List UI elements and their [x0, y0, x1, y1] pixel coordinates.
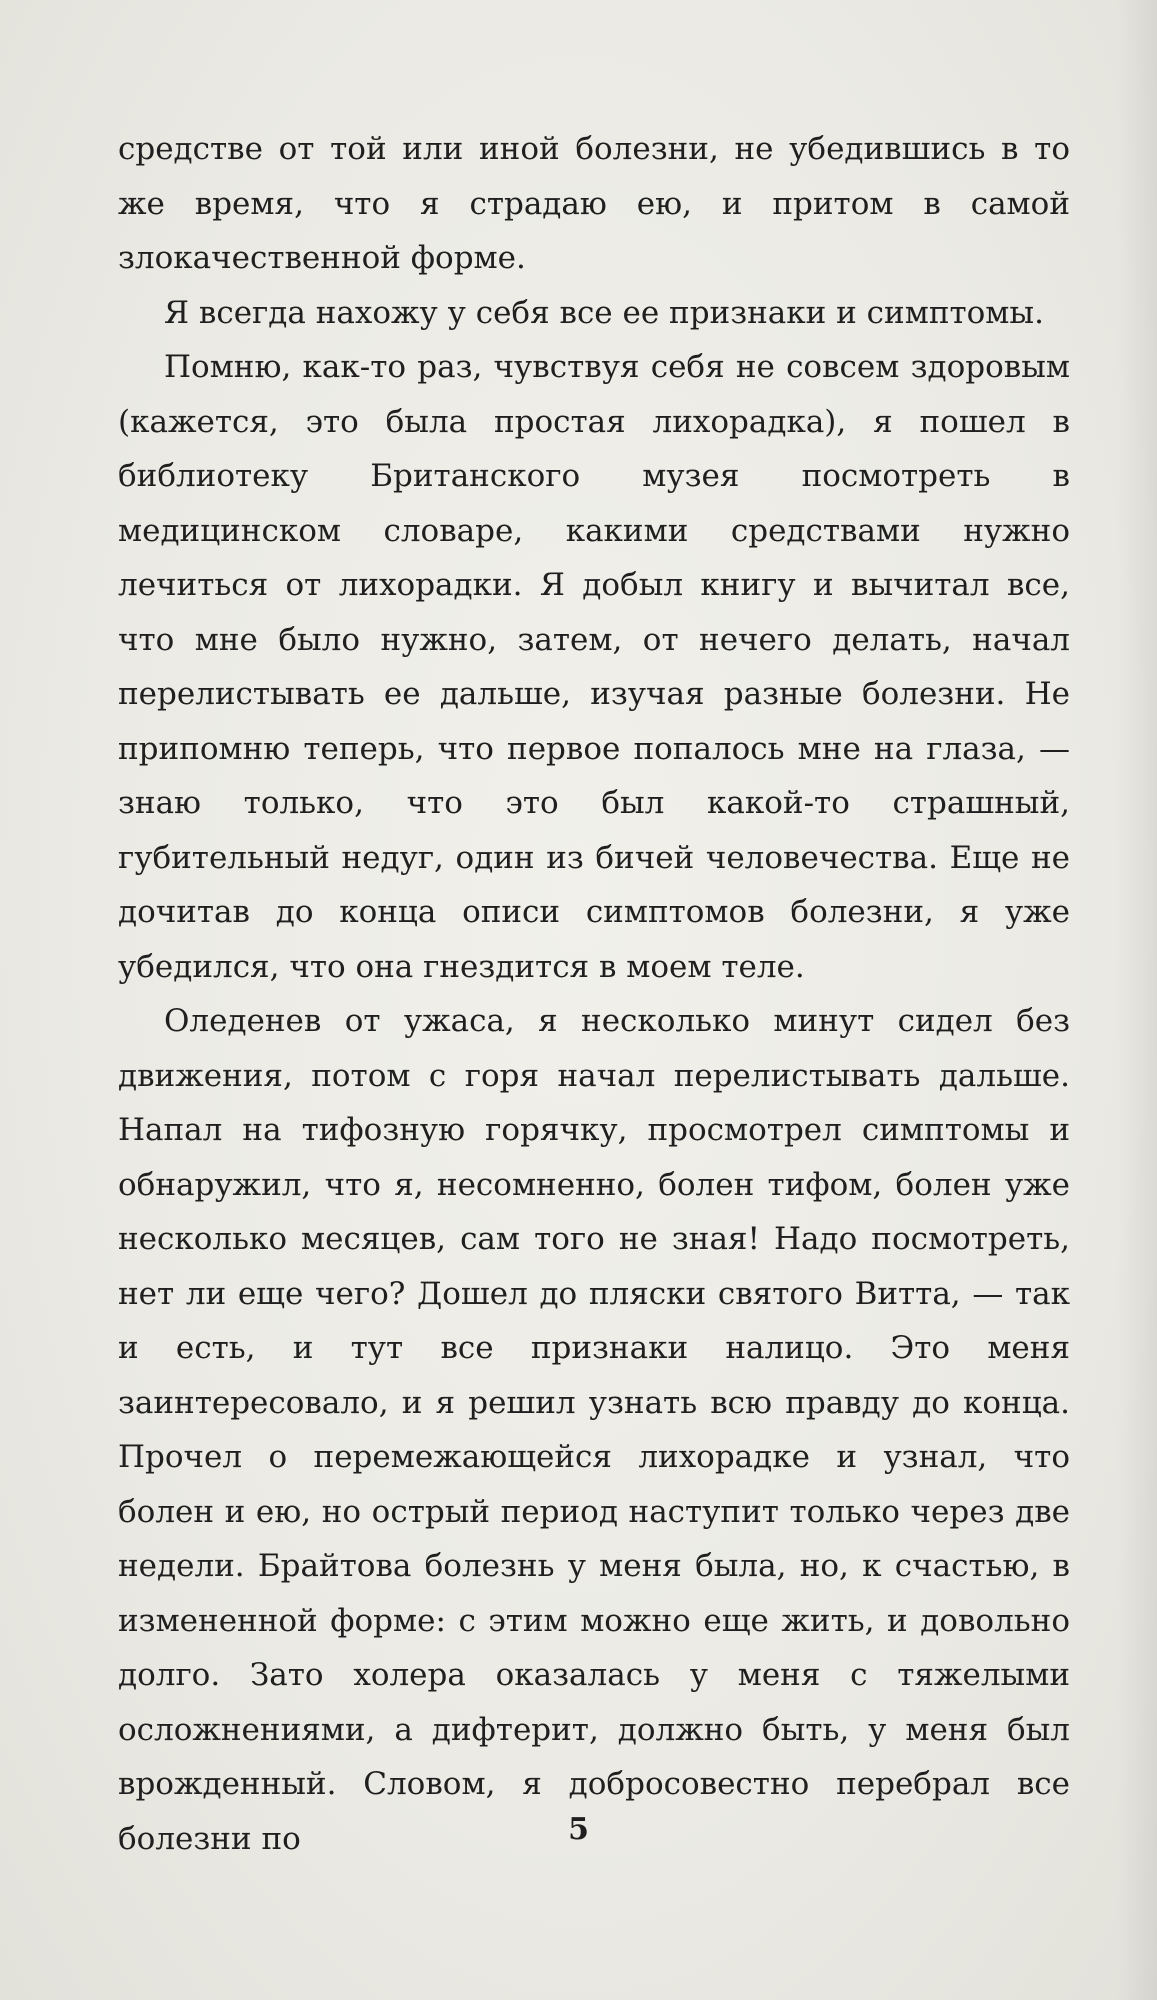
paragraph-diseases-list: Оледенев от ужаса, я несколько минут сидел без движения, потом с горя начал перелистывать дальше. Напал на тифозную горячку, просмотрел симптомы и обнаружил, что я, несомненно, болен тифом, болен уже несколько месяцев, сам того не зная! Надо посмотреть, нет ли еще чего? Дошел до пляски святого Витта, — так и есть, и тут все признаки налицо. Это меня заинтересовало, и я решил узнать всю правду до конца. Прочел о перемежающейся лихорадке и узнал, что болен и ею, но острый период наступит только через две недели. Брайтова болезнь у меня была, но, к счастью, в измененной форме: с этим можно еще жить, и довольно долго. Зато холера оказалась у меня с тяжелыми осложнениями, а дифтерит, должно быть, у меня был врожденный. Словом, я добросовестно перебрал все болезни по — [118, 1003, 1070, 1857]
page-edge-shadow — [1117, 0, 1157, 2000]
body-text — [118, 122, 1070, 1866]
paragraph-continuation: средстве от той или иной болезни, не убедившись в то же время, что я страдаю ею, и притом в самой злокачественной форме. — [118, 131, 1070, 276]
paragraph-british-museum: Помню, как-то раз, чувствуя себя не совсем здоровым (кажется, это была простая лихорадка), я пошел в библиотеку Британского музея посмотреть в медицинском словаре, какими средствами нужно лечиться от лихорадки. Я добыл книгу и вычитал все, что мне было нужно, затем, от нечего делать, начал перелистывать ее дальше, изучая разные болезни. Не припомню теперь, что первое попалось мне на глаза, — знаю только, что это был какой-то страшный, губительный недуг, один из бичей человечества. Еще не дочитав до конца описи симптомов болезни, я уже убедился, что она гнездится в моем теле. — [118, 349, 1070, 985]
paragraph-symptoms: Я всегда нахожу у себя все ее признаки и симптомы. — [164, 294, 1044, 331]
page-number: 5 — [568, 1812, 589, 1847]
